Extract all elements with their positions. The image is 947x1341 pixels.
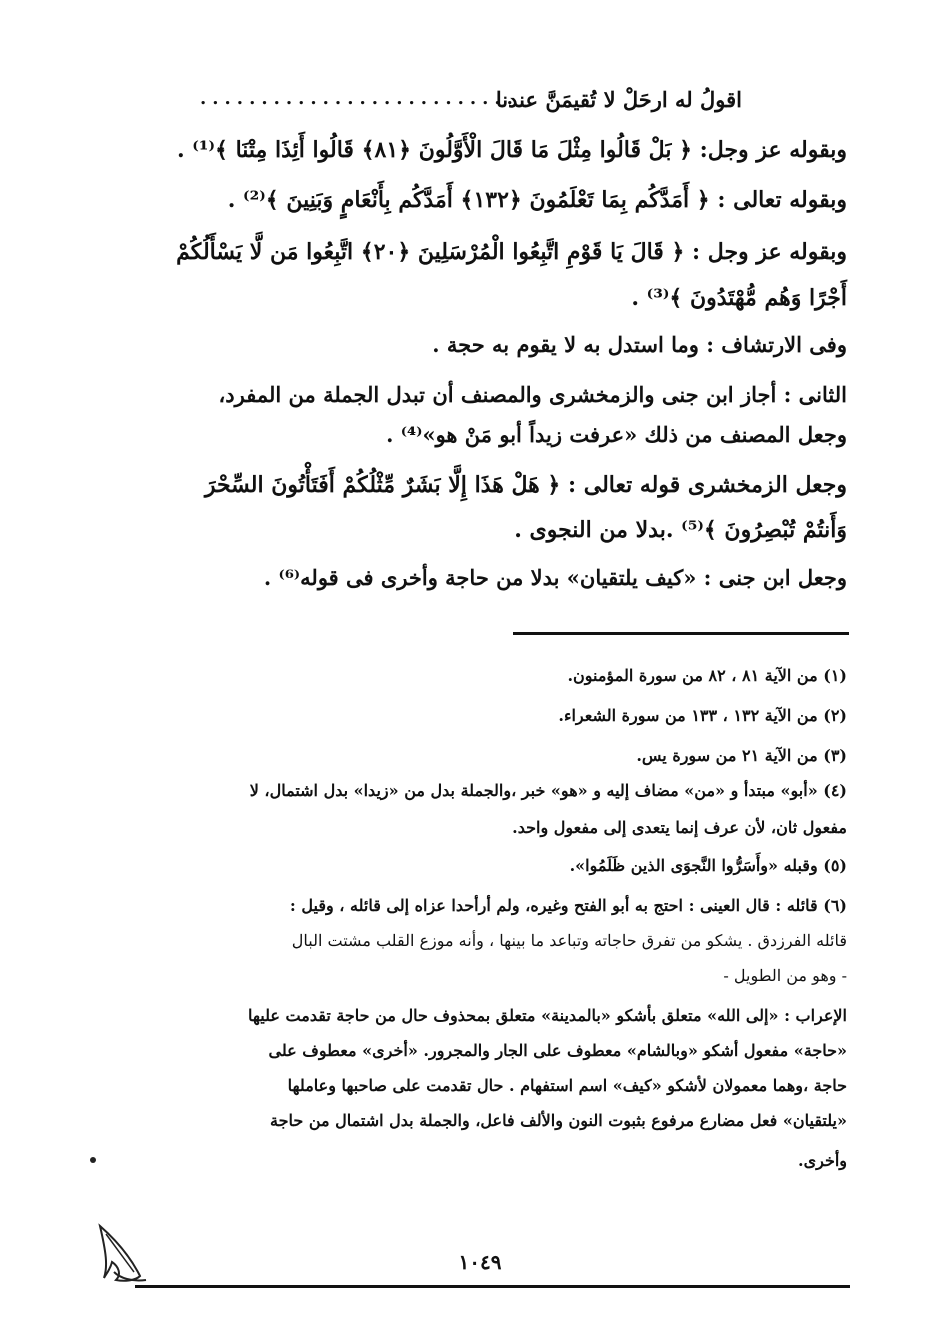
body-line-quran-3: وبقوله عز وجل : ﴿ قَالَ يَا قَوْمِ اتَّبِعُوا الْمُرْسَلِينَ ﴿٢٠﴾ اتَّبِعُوا مَن لَّا يَسْأَلُكُمْ	[176, 239, 847, 265]
body-line-quran-3-cont: أَجْرًا وَهُم مُّهْتَدُونَ ﴾⁽³⁾ .	[631, 285, 847, 311]
body-line-example: وجعل المصنف من ذلك «عرفت زيداً أبو مَنْ هو»⁽⁴⁾ .	[386, 422, 847, 447]
footnote-6-cont-1: قائله الفرزدق . يشكو من تفرق حاجاته وتباعد ما بينها ، وأنه موزع القلب مشتت البال	[291, 931, 847, 950]
footnote-3: (٣) من الآية ٢١ من سورة يس.	[636, 746, 847, 765]
footnote-5: (٥) وقبله «وأَسَرُّوا النَّجوَى الذين ظَلَمُوا».	[569, 856, 847, 875]
footnote-6: (٦) قائله : قال العينى : احتج به أبو الفتح وغيره، ولم أرأحدا عزاه إلى قائله ، وقيل :	[289, 896, 847, 915]
footnote-4: (٤) «أبو» مبتدأ و «من» مضاف إليه و «هو» خبر ،والجملة بدل من «زيدا» بدل اشتمال، لا	[249, 781, 847, 800]
footnote-irab-2: «حاجة» مفعول أشكو «وبالشام» معطوف على الجار والمجرور. «أخرى» معطوف على	[268, 1041, 847, 1060]
footnote-1: (١) من الآية ٨١ ، ٨٢ من سورة المؤمنون.	[567, 666, 847, 685]
footnote-irab-4: «يلتقيان» فعل مضارع مرفوع بثبوت النون والألف فاعل، والجملة بدل اشتمال من حاجة	[270, 1111, 847, 1130]
ellipsis-dots: ..........................	[200, 88, 519, 109]
body-line-quran-2: وبقوله تعالى : ﴿ أَمَدَّكُم بِمَا تَعْلَمُونَ ﴿١٣٢﴾ أَمَدَّكُم بِأَنْعَامٍ وَبَنِينَ ﴾⁽²⁾ .	[227, 187, 847, 213]
body-line-ibn-jinni: وجعل ابن جنى : «كيف يلتقيان» بدلا من حاجة وأخرى فى قوله⁽⁶⁾ .	[263, 565, 847, 590]
quill-icon	[96, 1222, 156, 1292]
footnote-irab-3: حاجة ،وهما معمولان لأشكو «كيف» اسم استفهام . حال تقدمت على صاحبها وعاملها	[287, 1076, 847, 1095]
body-line-second-point: الثانى : أجاز ابن جنى والزمخشرى والمصنف أن تبدل الجملة من المفرد،	[218, 382, 847, 407]
footer-rule	[135, 1285, 850, 1288]
footnote-irab-5: وأخرى.	[798, 1151, 847, 1170]
body-line-quran-4-cont: وَأَنتُمْ تُبْصِرُونَ ﴾⁽⁵⁾ .بدلا من النجوى .	[514, 517, 847, 543]
body-line-irtishaf: وفى الارتشاف : وما استدل به لا يقوم به حجة .	[432, 332, 847, 357]
footnote-2: (٢) من الآية ١٣٢ ، ١٣٣ من سورة الشعراء.	[558, 706, 847, 725]
page-number: ١٠٤٩	[458, 1250, 502, 1274]
body-line-quran-4: وجعل الزمخشرى قوله تعالى : ﴿ هَلْ هَذَا إِلَّا بَشَرٌ مِّثْلُكُمْ أَفَتَأْتُونَ السِّحْرَ	[204, 472, 847, 498]
footnote-irab-1: الإعراب : «إلى الله» متعلق بأشكو «بالمدينة» متعلق بمحذوف حال من حاجة تقدمت عليها	[248, 1006, 847, 1025]
footnote-6-cont-2: - وهو من الطويل -	[723, 966, 847, 985]
footnote-4-cont: مفعول ثان، لأن عرف إنما يتعدى إلى مفعول واحد.	[512, 818, 847, 837]
poetry-line: اقولُ له ارحَلْ لا تُقيمَنَّ عندنا	[495, 87, 742, 112]
footnote-divider	[513, 632, 849, 635]
ink-speck-icon	[88, 1155, 98, 1165]
body-line-quran-1: وبقوله عز وجل: ﴿ بَلْ قَالُوا مِثْلَ مَا قَالَ الْأَوَّلُونَ ﴿٨١﴾ قَالُوا أَئِذَا مِتْنَا ﴾⁽¹⁾ .	[176, 137, 847, 163]
